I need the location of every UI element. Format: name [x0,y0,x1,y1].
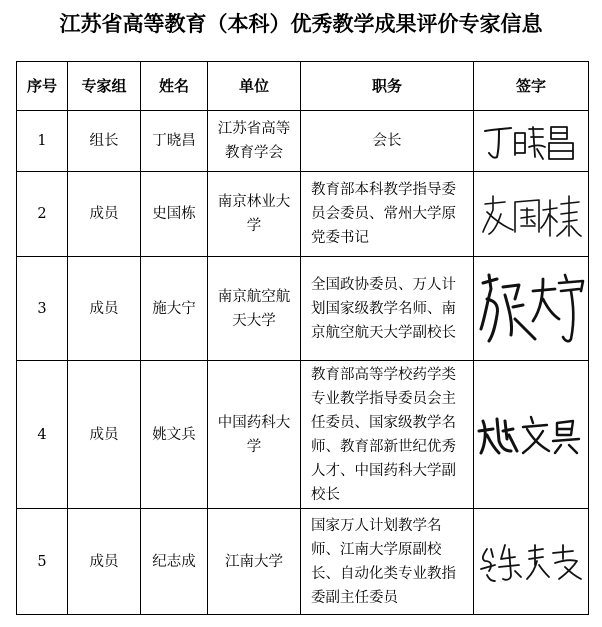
cell-no: 1 [17,111,68,172]
table-row [17,509,589,615]
cell-group: 成员 [68,257,141,361]
cell-signature [474,361,589,509]
table-row [17,361,589,509]
cell-group: 组长 [68,111,141,172]
cell-duty: 教育部高等学校药学类专业教学指导委员会主任委员、国家级教学名师、教育部新世纪优秀人才、中国药科大学副校长 [301,361,474,509]
handwritten-signature [477,535,585,589]
cell-name: 史国栋 [141,172,208,257]
cell-duty: 会长 [301,111,474,172]
cell-no: 2 [17,172,68,257]
table-header-row [17,62,589,111]
cell-no: 3 [17,257,68,361]
expert-table [16,61,589,615]
cell-duty: 全国政协委员、万人计划国家级教学名师、南京航空航天大学副校长 [301,257,474,361]
header-no: 序号 [17,62,68,111]
handwritten-signature [481,119,581,163]
cell-org: 南京林业大学 [208,172,301,257]
cell-group: 成员 [68,509,141,615]
cell-signature [474,111,589,172]
table-row [17,257,589,361]
cell-duty: 国家万人计划教学名师、江南大学原副校长、自动化类专业教指委副主任委员 [301,509,474,615]
handwritten-signature [479,186,583,242]
header-group: 专家组 [68,62,141,111]
cell-name: 丁晓昌 [141,111,208,172]
cell-signature [474,172,589,257]
cell-no: 5 [17,509,68,615]
header-duty: 职务 [301,62,474,111]
table-row [17,172,589,257]
cell-no: 4 [17,361,68,509]
cell-org: 江南大学 [208,509,301,615]
handwritten-signature [477,411,585,459]
cell-name: 施大宁 [141,257,208,361]
cell-duty: 教育部本科教学指导委员会委员、常州大学原党委书记 [301,172,474,257]
cell-name: 纪志成 [141,509,208,615]
cell-signature [474,509,589,615]
cell-name: 姚文兵 [141,361,208,509]
header-org: 单位 [208,62,301,111]
table-row [17,111,589,172]
cell-org: 中国药科大学 [208,361,301,509]
cell-org: 江苏省高等教育学会 [208,111,301,172]
header-signature: 签字 [474,62,589,111]
cell-group: 成员 [68,172,141,257]
cell-org: 南京航空航天大学 [208,257,301,361]
cell-signature [474,257,589,361]
cell-group: 成员 [68,361,141,509]
handwritten-signature [475,269,587,349]
header-name: 姓名 [141,62,208,111]
page-title: 江苏省高等教育（本科）优秀教学成果评价专家信息 [59,11,543,36]
